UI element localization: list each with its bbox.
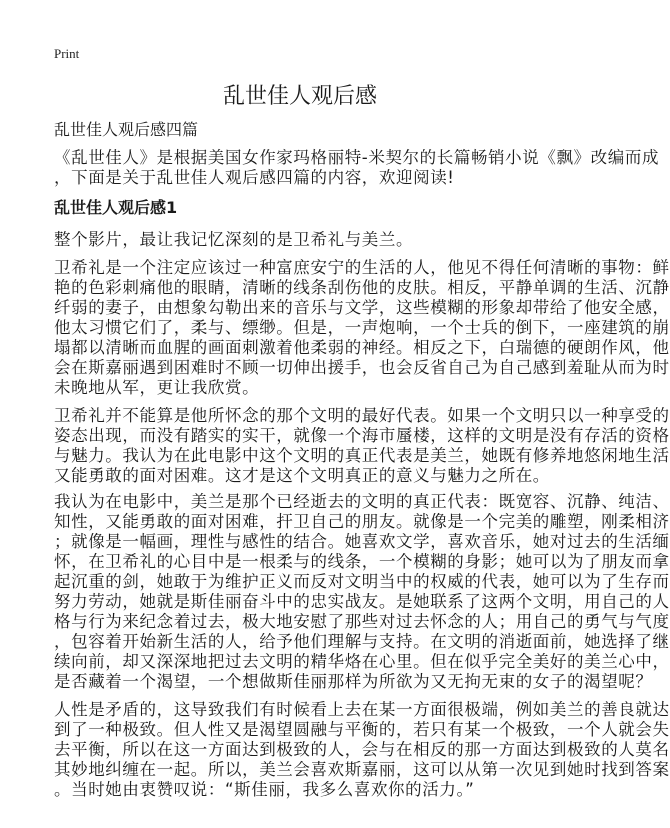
- text-line: ，下面是关于乱世佳人观后感四篇的内容，欢迎阅读!: [54, 168, 455, 187]
- section-heading: 乱世佳人观后感1: [54, 198, 178, 217]
- intro-paragraph: [54, 148, 660, 188]
- text-line: 其妙地纠缠在一起。所以，美兰会喜欢斯嘉丽，这可以从第一次见到她时找到答案: [54, 760, 670, 779]
- text-line: 又能勇敢的面对困难。这才是这个文明真正的意义与魅力之所在。: [54, 466, 550, 485]
- text-line: 续向前，却又深深地把过去文明的精华烙在心里。但在似乎完全美好的美兰心中，: [54, 652, 670, 671]
- text-line: 未晚地从军，更让我欣赏。: [54, 378, 260, 397]
- text-line: 卫希礼并不能算是他所怀念的那个文明的最好代表。如果一个文明只以一种享受的: [54, 406, 670, 425]
- text-line: 知性，又能勇敢的面对困难，扞卫自己的朋友。就像是一个完美的雕塑，刚柔相济: [54, 512, 670, 531]
- paragraph: [54, 492, 670, 692]
- text-line: 《乱世佳人》是根据美国女作家玛格丽特-米契尔的长篇畅销小说《飘》改编而成: [54, 148, 660, 167]
- text-line: 格与行为来纪念着过去，极大地安慰了那些对过去怀念的人；用自己的勇气与气度: [54, 612, 670, 631]
- text-line: 我认为在电影中，美兰是那个已经逝去的文明的真正代表：既宽容、沉静、纯洁、: [54, 492, 670, 511]
- text-line: 整个影片，最让我记忆深刻的是卫希礼与美兰。: [54, 230, 414, 249]
- text-line: 起沉重的剑，她敢于为维护正义而反对文明当中的权威的代表，她可以为了生存而: [54, 572, 670, 591]
- paragraph: [54, 230, 534, 250]
- text-line: 怀，在卫希礼的心目中是一根柔与的线条，一个模糊的身影；她可以为了朋友而拿: [54, 552, 670, 571]
- text-line: 纤弱的妻子，由想象勾勒出来的音乐与文学，这些模糊的形象却带给了他安全感，: [54, 298, 670, 317]
- paragraph: [54, 406, 670, 486]
- text-line: 卫希礼是一个注定应该过一种富庶安宁的生活的人，他见不得任何清晰的事物：鲜: [54, 258, 670, 277]
- subtitle: 乱世佳人观后感四篇: [54, 120, 199, 139]
- text-line: 会在斯嘉丽遇到困难时不顾一切伸出援手，也会反省自己为自己感到羞耻从而为时: [54, 358, 670, 377]
- text-line: 与魅力。我认为在此电影中这个文明的真正代表是美兰，她既有修养地悠闲地生活: [54, 446, 670, 465]
- paragraph: [54, 700, 670, 800]
- text-line: 塌都以清晰而血腥的画面刺激着他柔弱的神经。相反之下，白瑞德的硬朗作风，他: [54, 338, 670, 357]
- text-line: 是否藏着一个渴望，一个想做斯佳丽那样为所欲为又无拘无束的女子的渴望呢？: [54, 672, 653, 691]
- text-line: 他太习惯它们了，柔与、缥缈。但是，一声炮响，一个士兵的倒下，一座建筑的崩: [54, 318, 670, 337]
- text-line: 艳的色彩刺痛他的眼睛，清晰的线条刮伤他的皮肤。相反，平静单调的生活、沉静: [54, 278, 670, 297]
- text-line: 。当时她由衷赞叹说：“斯佳丽，我多么喜欢你的活力。”: [54, 780, 475, 799]
- page-title: 乱世佳人观后感: [222, 84, 377, 109]
- text-line: ，包容着开始新生活的人，给予他们理解与支持。在文明的消逝面前，她选择了继: [54, 632, 670, 651]
- text-line: 努力劳动，她就是斯佳丽奋斗中的忠实战友。是她联系了这两个文明，用自己的人: [54, 592, 670, 611]
- paragraph: [54, 258, 670, 398]
- text-line: 到了一种极致。但人性又是渴望圆融与平衡的，若只有某一个极致，一个人就会失: [54, 720, 670, 739]
- text-line: ；就像是一幅画，理性与感性的结合。她喜欢文学，喜欢音乐，她对过去的生活缅: [54, 532, 670, 551]
- text-line: 去平衡，所以在这一方面达到极致的人，会与在相反的那一方面达到极致的人莫名: [54, 740, 670, 759]
- text-line: 人性是矛盾的，这导致我们有时候看上去在某一方面很极端，例如美兰的善良就达: [54, 700, 670, 719]
- text-line: 姿态出现，而没有踏实的实干，就像一个海市蜃楼，这样的文明是没有存活的资格: [54, 426, 670, 445]
- print-link[interactable]: Print: [54, 46, 80, 61]
